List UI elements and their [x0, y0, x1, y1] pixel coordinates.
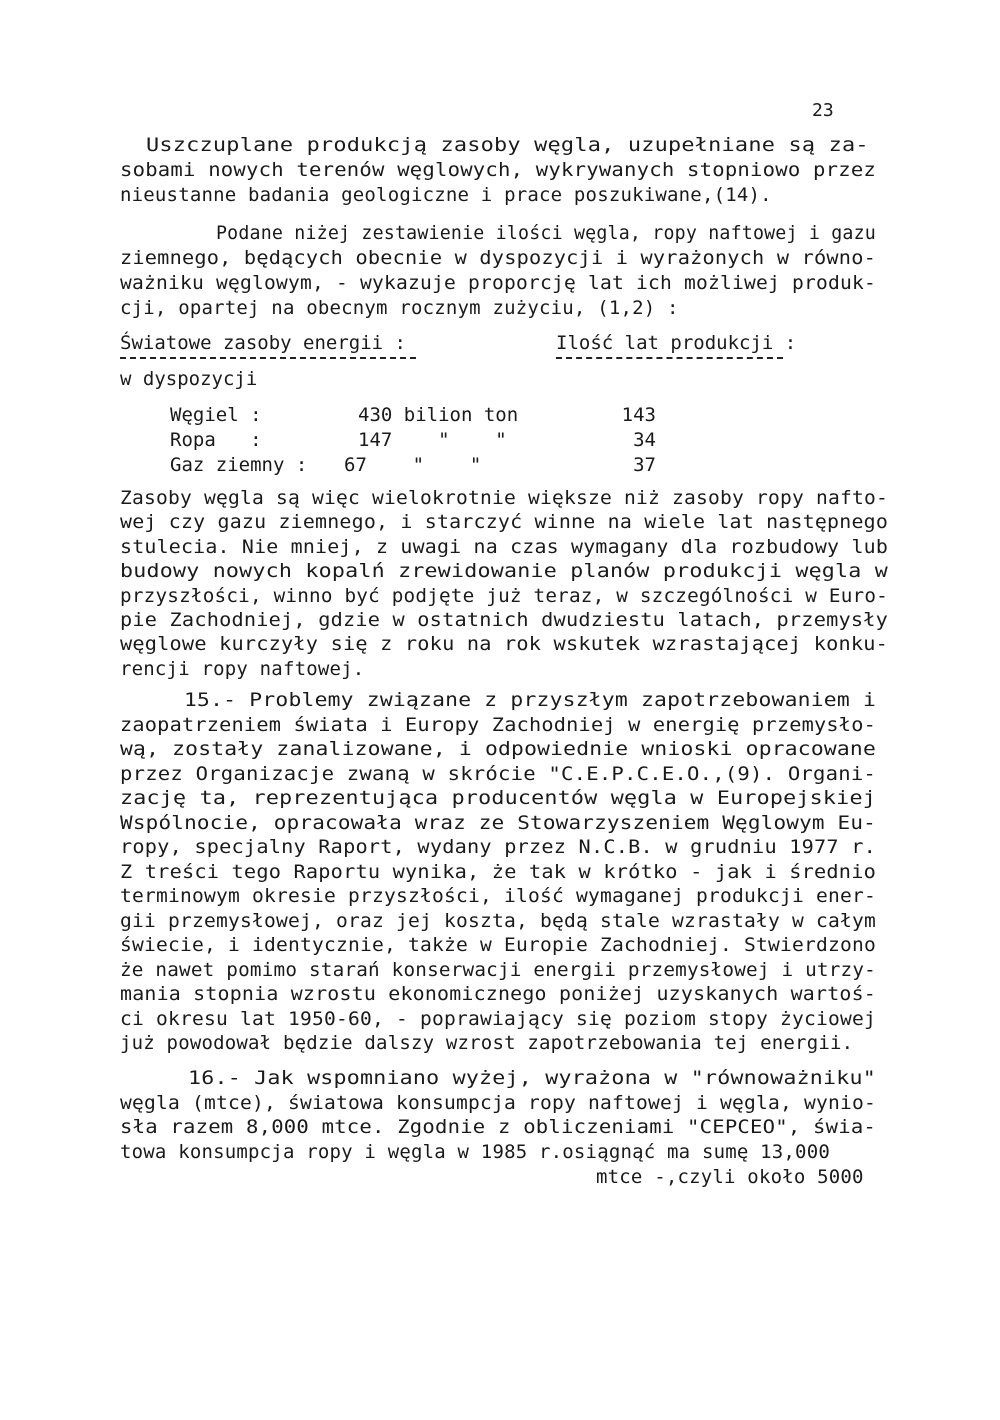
- text-line: Uszczuplane produkcją zasoby węgla, uzupełniane są za-: [146, 134, 869, 156]
- text-line: cji, opartej na obecnym rocznym zużyciu, (1,2) :: [120, 297, 679, 319]
- text-line: sobami nowych terenów węglowych, wykrywanych stopniowo przez: [120, 159, 877, 181]
- row-amount: 430 bilion ton: [358, 404, 519, 426]
- text-line: ci okresu lat 1950-60, - poprawiający się poziom stopy życiowej: [120, 1008, 876, 1030]
- closing-line: mtce -,czyli około 5000: [596, 1166, 864, 1188]
- text-line: 16.- Jak wspomniano wyżej, wyrażona w "równoważniku": [188, 1067, 876, 1089]
- text-line: terminowym okresie przyszłości, ilość wymaganej produkcji ener-: [120, 885, 876, 907]
- text-line: już powodował będzie dalszy wzrost zapotrzebowania tej energii.: [120, 1032, 854, 1054]
- text-line: ważniku węglowym, - wykazuje proporcję lat ich możliwej produk-: [120, 272, 876, 294]
- header-right-underline: [556, 357, 783, 359]
- page-number: 23: [812, 100, 834, 121]
- row-years: 34: [633, 429, 656, 451]
- text-line: że nawet pomimo starań konserwacji energii przemysłowej i utrzy-: [120, 959, 877, 981]
- row-amount: 147 " ": [358, 429, 507, 451]
- row-years: 143: [621, 404, 656, 426]
- text-line: budowy nowych kopalń zrewidowanie planów produkcji węgla w: [120, 560, 889, 582]
- text-line: przyszłości, winno być podjęte już teraz, w szczególności w Euro-: [120, 585, 888, 607]
- text-line: węglowe kurczyły się z roku na rok wskutek wzrastającej konku-: [120, 633, 889, 655]
- text-line: mania stopnia wzrostu ekonomicznego poniżej uzyskanych wartoś-: [120, 983, 876, 1005]
- text-line: wą, zostały zanalizowane, i odpowiednie wnioski opracowane: [120, 738, 877, 760]
- text-line: sła razem 8,000 mtce. Zgodnie z obliczeniami "CEPCEO", świa-: [120, 1116, 877, 1138]
- text-line: zaopatrzeniem świata i Europy Zachodniej w energię przemysło-: [120, 714, 876, 736]
- text-line: towa konsumpcja ropy i węgla w 1985 r.osiągnąć ma sumę 13,000: [120, 1141, 830, 1163]
- row-amount: 67 " ": [344, 454, 482, 476]
- row-years: 37: [633, 454, 656, 476]
- text-line: stulecia. Nie mniej, z uwagi na czas wymagany dla rozbudowy lub: [120, 536, 889, 558]
- text-line: Wspólnocie, opracowała wraz ze Stowarzyszeniem Węglowym Eu-: [120, 812, 876, 834]
- text-line: Z treści tego Raportu wynika, że tak w krótko - jak i średnio: [120, 861, 876, 883]
- text-line: zację ta, reprezentująca producentów węgla w Europejskiej: [120, 787, 876, 809]
- text-line: ropy, specjalny Raport, wydany przez N.C.B. w grudniu 1977 r.: [120, 836, 876, 858]
- text-line: przez Organizacje zwaną w skrócie "C.E.P.C.E.O.,(9). Organi-: [120, 763, 877, 785]
- text-line: Podane niżej zestawienie ilości węgla, ropy naftowej i gazu: [216, 222, 876, 244]
- table-header-right: Ilość lat produkcji :: [556, 332, 797, 354]
- row-label: Ropa :: [170, 429, 262, 451]
- text-line: świecie, i identycznie, także w Europie Zachodniej. Stwierdzono: [120, 934, 876, 956]
- text-line: rencji ropy naftowej.: [120, 658, 365, 680]
- header-left-underline: [120, 357, 416, 359]
- table-header-left: Światowe zasoby energii :: [120, 332, 406, 354]
- text-line: pie Zachodniej, gdzie w ostatnich dwudziestu latach, przemysły: [120, 609, 889, 631]
- table-subheader: w dyspozycji: [120, 368, 258, 390]
- text-line: ziemnego, będących obecnie w dyspozycji i wyrażonych w równo-: [120, 247, 876, 269]
- text-line: 15.- Problemy związane z przyszłym zapotrzebowaniem i: [184, 689, 877, 711]
- row-label: Węgiel :: [170, 404, 262, 426]
- text-line: gii przemysłowej, oraz jej koszta, będą stale wzrastały w całym: [120, 910, 876, 932]
- row-label: Gaz ziemny :: [170, 454, 308, 476]
- text-line: Zasoby węgla są więc wielokrotnie większe niż zasoby ropy nafto-: [120, 487, 888, 509]
- text-line: węgla (mtce), światowa konsumpcja ropy naftowej i węgla, wynio-: [120, 1092, 876, 1114]
- text-line: wej czy gazu ziemnego, i starczyć winne na wiele lat następnego: [120, 511, 889, 533]
- text-line: nieustanne badania geologiczne i prace poszukiwane,(14).: [120, 184, 772, 206]
